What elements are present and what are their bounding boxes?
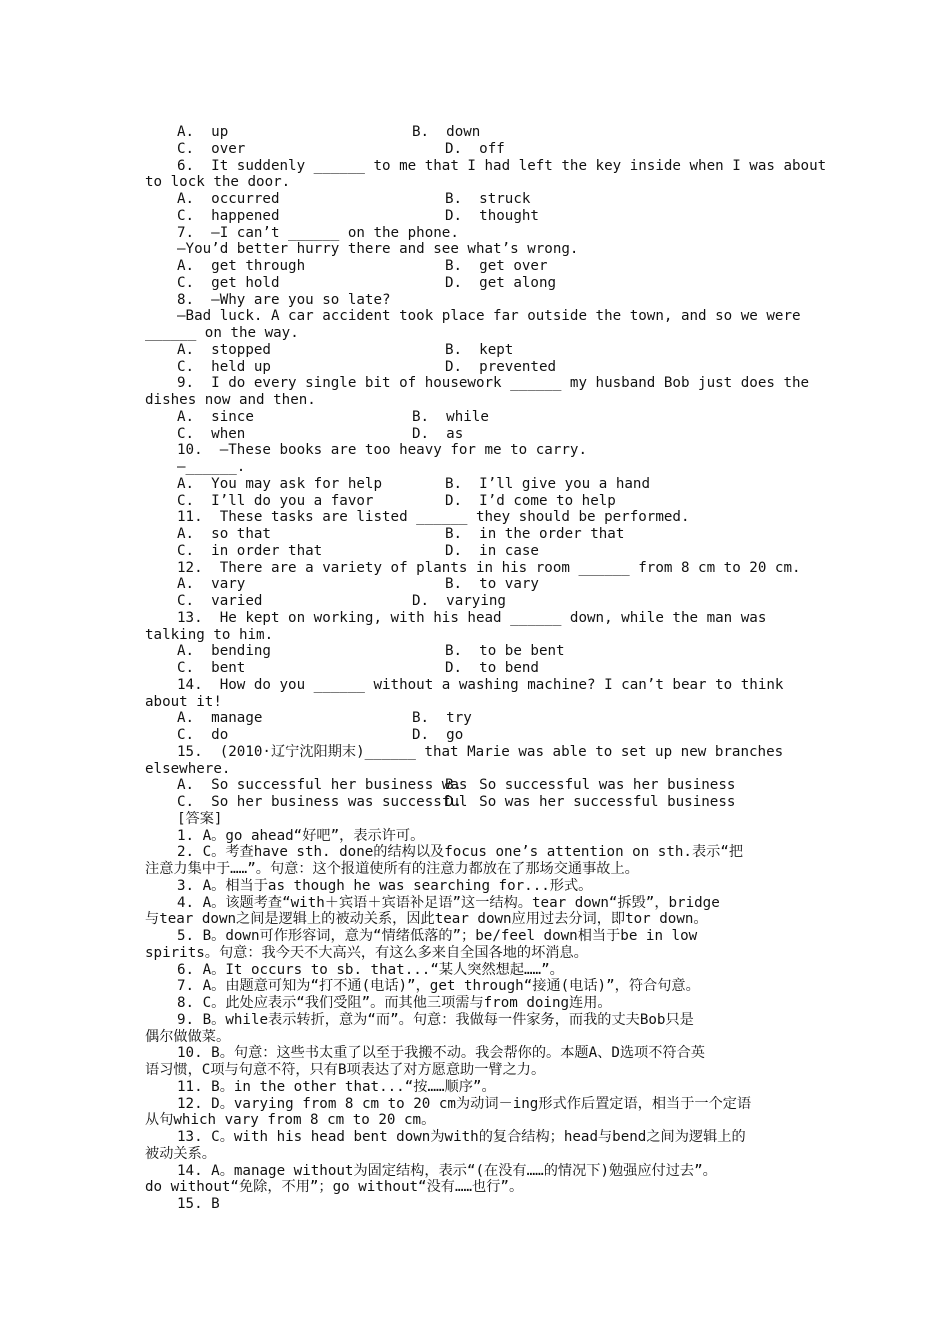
option-row bbox=[0, 777, 950, 794]
text-line: 14. How do you ______ without a washing machine? I can’t bear to think bbox=[177, 676, 784, 693]
text-line: 4. A。该题考查“with＋宾语＋宾语补足语”这一结构。tear down“拆毁”，bridge bbox=[177, 894, 720, 911]
option-row bbox=[0, 794, 950, 811]
text-line: 6. A。It occurs to sb. that...“某人突然想起……”。 bbox=[177, 961, 564, 978]
option-left: A. up bbox=[177, 124, 229, 140]
option-row bbox=[0, 643, 950, 660]
option-right: D. off bbox=[445, 140, 505, 157]
option-right: D. get along bbox=[445, 274, 557, 291]
text-line: [答案] bbox=[177, 810, 223, 827]
text-line: 6. It suddenly ______ to me that I had left the key inside when I was about bbox=[177, 157, 827, 174]
option-left: C. I’ll do you a favor bbox=[177, 492, 374, 509]
text-line: 9. B。while表示转折，意为“而”。句意：我做每一件家务，而我的丈夫Bob只是 bbox=[177, 1011, 694, 1028]
option-right: D. prevented bbox=[445, 358, 557, 375]
text-line: 注意力集中于……”。句意：这个报道使所有的注意力都放在了那场交通事故上。 bbox=[145, 861, 639, 877]
text-line: 13. C。with his head bent down为with的复合结构；head与bend之间为逻辑上的 bbox=[177, 1129, 746, 1145]
text-line: 9. I do every single bit of housework ______ my husband Bob just does the bbox=[177, 375, 810, 392]
option-left: C. So her business was successful bbox=[177, 794, 468, 810]
text-line: do without“免除，不用”；go without“没有……也行”。 bbox=[145, 1179, 524, 1196]
option-row bbox=[0, 124, 950, 141]
option-left: A. occurred bbox=[177, 191, 280, 207]
option-row bbox=[0, 710, 950, 727]
option-row bbox=[0, 526, 950, 543]
option-row bbox=[0, 275, 950, 292]
text-line: 10. —These books are too heavy for me to carry. bbox=[177, 442, 587, 459]
option-left: C. varied bbox=[177, 593, 263, 609]
text-line: 5. B。down可作形容词，意为“情绪低落的”；be/feel down相当于be in low bbox=[177, 928, 698, 944]
text-line: 被动关系。 bbox=[145, 1145, 216, 1162]
option-right: B. struck bbox=[445, 191, 531, 207]
option-left: A. You may ask for help bbox=[177, 475, 382, 492]
option-left: C. bent bbox=[177, 660, 246, 676]
option-left: A. get through bbox=[177, 258, 306, 274]
option-right: B. in the order that bbox=[445, 526, 625, 542]
text-line: 偶尔做做菜。 bbox=[145, 1028, 231, 1045]
text-line: 与tear down之间是逻辑上的被动关系，因此tear down应用过去分词，即tor down。 bbox=[145, 911, 708, 928]
option-left: C. do bbox=[177, 727, 229, 743]
option-right: D. as bbox=[412, 425, 464, 442]
option-left: A. since bbox=[177, 408, 254, 425]
text-line: 15. (2010·辽宁沈阳期末)______ that Marie was able to set up new branches bbox=[177, 743, 784, 760]
text-line: 7. —I can’t ______ on the phone. bbox=[177, 224, 459, 241]
option-row bbox=[0, 493, 950, 510]
option-left: C. in order that bbox=[177, 542, 323, 559]
text-line: 8. C。此处应表示“我们受阻”。而其他三项需与from doing连用。 bbox=[177, 995, 612, 1011]
text-line: 3. A。相当于as though he was searching for...形式。 bbox=[177, 877, 593, 894]
option-right: B. try bbox=[412, 710, 472, 727]
option-right: D. thought bbox=[445, 207, 539, 224]
option-row bbox=[0, 208, 950, 225]
text-line: 15. B bbox=[177, 1196, 220, 1212]
option-right: B. kept bbox=[445, 341, 514, 358]
option-right: D. I’d come to help bbox=[445, 492, 616, 509]
text-line: —Bad luck. A car accident took place far outside the town, and so we were bbox=[177, 308, 801, 325]
text-line: 11. B。in the other that...“按……顺序”。 bbox=[177, 1078, 496, 1095]
option-row bbox=[0, 543, 950, 560]
text-line: —______. bbox=[177, 459, 246, 475]
option-row bbox=[0, 576, 950, 593]
text-line: elsewhere. bbox=[145, 760, 231, 777]
option-right: B. to be bent bbox=[445, 643, 565, 660]
option-right: D. varying bbox=[412, 593, 506, 609]
text-line: 7. A。由题意可知为“打不通(电话)”，get through“接通(电话)”，符合句意。 bbox=[177, 978, 700, 995]
option-right: B. while bbox=[412, 408, 489, 425]
option-left: C. when bbox=[177, 425, 246, 442]
option-right: D. in case bbox=[445, 542, 539, 559]
option-row bbox=[0, 660, 950, 677]
text-line: spirits。句意：我今天不大高兴，有这么多来自全国各地的坏消息。 bbox=[145, 944, 588, 961]
option-row bbox=[0, 342, 950, 359]
text-line: dishes now and then. bbox=[145, 392, 316, 408]
option-right: D. to bend bbox=[445, 660, 539, 676]
option-row bbox=[0, 359, 950, 376]
option-row bbox=[0, 191, 950, 208]
text-line: 从句which vary from 8 cm to 20 cm。 bbox=[145, 1112, 436, 1129]
text-line: 10. B。句意：这些书太重了以至于我搬不动。我会帮你的。本题A、D选项不符合英 bbox=[177, 1045, 705, 1062]
text-line: 14. A。manage without为固定结构，表示“(在没有……的情况下)勉强应付过去”。 bbox=[177, 1162, 717, 1179]
text-line: ______ on the way. bbox=[145, 325, 299, 341]
option-left: A. So successful her business was bbox=[177, 777, 468, 794]
text-line: 13. He kept on working, with his head ______ down, while the man was bbox=[177, 609, 767, 626]
option-right: D. go bbox=[412, 727, 464, 743]
option-left: C. happened bbox=[177, 207, 280, 224]
option-row bbox=[0, 141, 950, 158]
option-left: A. bending bbox=[177, 643, 271, 660]
text-line: 2. C。考查have sth. done的结构以及focus one’s attention on sth.表示“把 bbox=[177, 844, 744, 861]
option-left: A. stopped bbox=[177, 341, 271, 358]
text-line: 12. There are a variety of plants in his room ______ from 8 cm to 20 cm. bbox=[177, 559, 801, 576]
text-line: talking to him. bbox=[145, 626, 274, 643]
option-right: B. to vary bbox=[445, 576, 539, 593]
option-right: B. I’ll give you a hand bbox=[445, 475, 650, 492]
option-row bbox=[0, 258, 950, 275]
option-row bbox=[0, 476, 950, 493]
option-row bbox=[0, 593, 950, 610]
option-left: A. so that bbox=[177, 526, 271, 542]
option-row bbox=[0, 409, 950, 426]
text-line: 语习惯，C项与句意不符，只有B项表达了对方愿意助一臂之力。 bbox=[145, 1062, 546, 1078]
option-right: B. So successful was her business bbox=[445, 777, 736, 794]
option-right: B. down bbox=[412, 124, 481, 140]
option-left: C. over bbox=[177, 140, 246, 157]
option-row bbox=[0, 426, 950, 443]
text-line: —You’d better hurry there and see what’s wrong. bbox=[177, 241, 579, 258]
option-left: C. get hold bbox=[177, 274, 280, 291]
option-row bbox=[0, 727, 950, 744]
option-right: D. So was her successful business bbox=[445, 794, 736, 810]
text-line: 1. A。go ahead“好吧”，表示许可。 bbox=[177, 827, 425, 844]
text-line: about it! bbox=[145, 693, 222, 710]
option-left: C. held up bbox=[177, 358, 271, 375]
option-right: B. get over bbox=[445, 258, 548, 274]
option-left: A. vary bbox=[177, 576, 246, 593]
text-line: 8. —Why are you so late? bbox=[177, 291, 391, 308]
text-line: 12. D。varying from 8 cm to 20 cm为动词－ing形式作后置定语，相当于一个定语 bbox=[177, 1095, 752, 1112]
text-line: 11. These tasks are listed ______ they should be performed. bbox=[177, 509, 690, 526]
text-line: to lock the door. bbox=[145, 174, 291, 191]
option-left: A. manage bbox=[177, 710, 263, 727]
